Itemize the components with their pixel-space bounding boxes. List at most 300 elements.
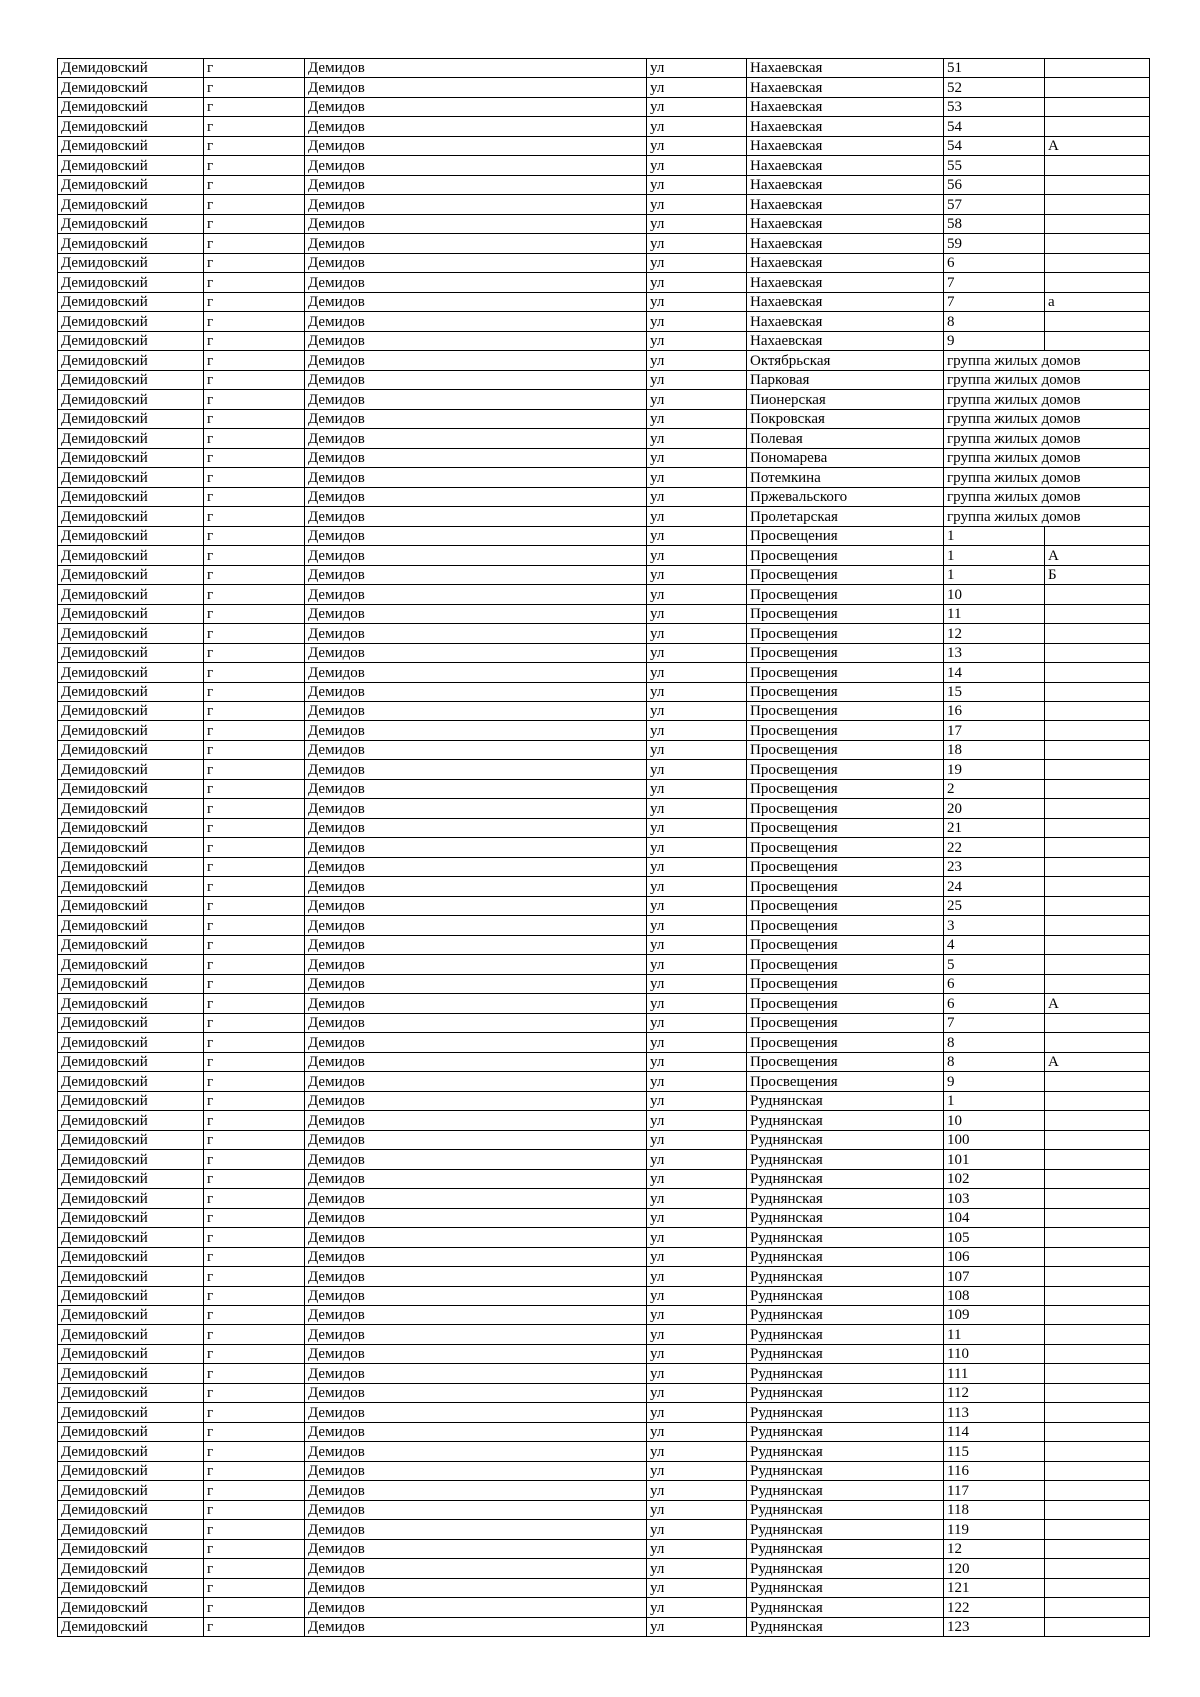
settlement-type-cell: г [204,1091,305,1110]
settlement-type-cell: г [204,1617,305,1636]
district-cell: Демидовский [58,487,204,506]
district-cell: Демидовский [58,682,204,701]
street-cell: Просвещения [747,585,944,604]
settlement-type-cell: г [204,877,305,896]
street-cell: Нахаевская [747,97,944,116]
table-row [58,1325,1150,1344]
street-cell: Нахаевская [747,117,944,136]
house-number-cell: 23 [944,857,1045,876]
settlement-cell: Демидов [305,1033,647,1052]
street-cell: Просвещения [747,565,944,584]
house-number-cell: 1 [944,1091,1045,1110]
settlement-type-cell: г [204,799,305,818]
settlement-type-cell: г [204,1013,305,1032]
settlement-type-cell: г [204,1052,305,1071]
street-type-cell: ул [647,1228,747,1247]
settlement-cell: Демидов [305,1306,647,1325]
street-type-cell: ул [647,175,747,194]
street-type-cell: ул [647,331,747,350]
settlement-type-cell: г [204,156,305,175]
building-letter-cell [1045,1091,1150,1110]
settlement-type-cell: г [204,565,305,584]
settlement-cell: Демидов [305,585,647,604]
settlement-cell: Демидов [305,877,647,896]
street-cell: Руднянская [747,1500,944,1519]
street-cell: Просвещения [747,916,944,935]
house-number-cell: 1 [944,546,1045,565]
house-number-cell: 103 [944,1189,1045,1208]
table-row [58,760,1150,779]
building-letter-cell [1045,585,1150,604]
street-cell: Пономарева [747,448,944,467]
building-letter-cell [1045,857,1150,876]
district-cell: Демидовский [58,409,204,428]
street-type-cell: ул [647,1539,747,1558]
settlement-type-cell: г [204,273,305,292]
settlement-cell: Демидов [305,351,647,370]
street-type-cell: ул [647,546,747,565]
house-number-cell: 116 [944,1461,1045,1480]
street-type-cell: ул [647,663,747,682]
house-number-cell: 19 [944,760,1045,779]
settlement-cell: Демидов [305,1247,647,1266]
settlement-cell: Демидов [305,1286,647,1305]
table-row [58,857,1150,876]
settlement-cell: Демидов [305,59,647,78]
settlement-type-cell: г [204,175,305,194]
street-type-cell: ул [647,97,747,116]
settlement-cell: Демидов [305,370,647,389]
building-letter-cell [1045,1442,1150,1461]
building-letter-cell [1045,331,1150,350]
settlement-cell: Демидов [305,1091,647,1110]
table-row [58,1422,1150,1441]
house-number-cell: 7 [944,292,1045,311]
street-cell: Просвещения [747,1072,944,1091]
street-type-cell: ул [647,429,747,448]
settlement-type-cell: г [204,97,305,116]
street-cell: Нахаевская [747,156,944,175]
street-type-cell: ул [647,1422,747,1441]
district-cell: Демидовский [58,273,204,292]
settlement-cell: Демидов [305,701,647,720]
settlement-cell: Демидов [305,331,647,350]
street-cell: Руднянская [747,1539,944,1558]
building-letter-cell [1045,1383,1150,1402]
building-letter-cell [1045,1539,1150,1558]
table-row [58,214,1150,233]
settlement-cell: Демидов [305,487,647,506]
street-cell: Пржевальского [747,487,944,506]
house-number-cell: 17 [944,721,1045,740]
street-type-cell: ул [647,740,747,759]
table-row [58,1189,1150,1208]
street-type-cell: ул [647,1208,747,1227]
district-cell: Демидовский [58,370,204,389]
settlement-cell: Демидов [305,409,647,428]
settlement-type-cell: г [204,818,305,837]
street-type-cell: ул [647,136,747,155]
street-type-cell: ул [647,974,747,993]
building-letter-cell [1045,1500,1150,1519]
street-type-cell: ул [647,565,747,584]
house-number-cell: 53 [944,97,1045,116]
settlement-cell: Демидов [305,721,647,740]
settlement-cell: Демидов [305,1559,647,1578]
house-number-cell: группа жилых домов [944,370,1150,389]
street-cell: Просвещения [747,1033,944,1052]
building-letter-cell [1045,59,1150,78]
address-table-body [58,59,1150,1637]
house-number-cell: 22 [944,838,1045,857]
house-number-cell: 6 [944,253,1045,272]
table-row [58,1247,1150,1266]
table-row [58,156,1150,175]
table-row [58,312,1150,331]
house-number-cell: группа жилых домов [944,448,1150,467]
settlement-cell: Демидов [305,234,647,253]
house-number-cell: 107 [944,1267,1045,1286]
settlement-type-cell: г [204,429,305,448]
building-letter-cell [1045,955,1150,974]
house-number-cell: 11 [944,604,1045,623]
street-cell: Просвещения [747,624,944,643]
street-cell: Просвещения [747,721,944,740]
table-row [58,877,1150,896]
table-row [58,838,1150,857]
street-cell: Руднянская [747,1598,944,1617]
street-type-cell: ул [647,312,747,331]
building-letter-cell [1045,1364,1150,1383]
street-type-cell: ул [647,799,747,818]
district-cell: Демидовский [58,546,204,565]
street-cell: Руднянская [747,1559,944,1578]
settlement-cell: Демидов [305,136,647,155]
table-row [58,1578,1150,1597]
building-letter-cell [1045,1461,1150,1480]
settlement-type-cell: г [204,1033,305,1052]
house-number-cell: 100 [944,1130,1045,1149]
street-type-cell: ул [647,1033,747,1052]
settlement-type-cell: г [204,1169,305,1188]
table-row [58,604,1150,623]
street-type-cell: ул [647,1403,747,1422]
table-row [58,195,1150,214]
house-number-cell: 7 [944,273,1045,292]
house-number-cell: 1 [944,565,1045,584]
table-row [58,1169,1150,1188]
settlement-type-cell: г [204,955,305,974]
settlement-type-cell: г [204,526,305,545]
district-cell: Демидовский [58,1344,204,1363]
house-number-cell: 20 [944,799,1045,818]
settlement-type-cell: г [204,234,305,253]
house-number-cell: 113 [944,1403,1045,1422]
street-type-cell: ул [647,1286,747,1305]
settlement-cell: Демидов [305,156,647,175]
house-number-cell: группа жилых домов [944,390,1150,409]
settlement-cell: Демидов [305,1150,647,1169]
district-cell: Демидовский [58,195,204,214]
street-cell: Просвещения [747,838,944,857]
house-number-cell: 104 [944,1208,1045,1227]
house-number-cell: 4 [944,935,1045,954]
settlement-cell: Демидов [305,1481,647,1500]
building-letter-cell [1045,253,1150,272]
house-number-cell: группа жилых домов [944,468,1150,487]
table-row [58,175,1150,194]
district-cell: Демидовский [58,1617,204,1636]
street-cell: Просвещения [747,682,944,701]
building-letter-cell [1045,1033,1150,1052]
street-cell: Руднянская [747,1461,944,1480]
settlement-type-cell: г [204,1364,305,1383]
building-letter-cell [1045,97,1150,116]
settlement-type-cell: г [204,1072,305,1091]
building-letter-cell: А [1045,136,1150,155]
house-number-cell: 52 [944,78,1045,97]
district-cell: Демидовский [58,214,204,233]
house-number-cell: группа жилых домов [944,409,1150,428]
settlement-type-cell: г [204,136,305,155]
house-number-cell: 114 [944,1422,1045,1441]
house-number-cell: 118 [944,1500,1045,1519]
street-type-cell: ул [647,818,747,837]
table-row [58,721,1150,740]
table-row [58,974,1150,993]
street-cell: Просвещения [747,526,944,545]
settlement-type-cell: г [204,1403,305,1422]
district-cell: Демидовский [58,526,204,545]
settlement-cell: Демидов [305,1578,647,1597]
district-cell: Демидовский [58,877,204,896]
street-type-cell: ул [647,468,747,487]
district-cell: Демидовский [58,156,204,175]
settlement-type-cell: г [204,624,305,643]
street-cell: Руднянская [747,1481,944,1500]
building-letter-cell [1045,1520,1150,1539]
street-cell: Просвещения [747,546,944,565]
table-row [58,1442,1150,1461]
settlement-type-cell: г [204,1150,305,1169]
house-number-cell: 3 [944,916,1045,935]
settlement-type-cell: г [204,1130,305,1149]
settlement-cell: Демидов [305,546,647,565]
settlement-type-cell: г [204,312,305,331]
street-type-cell: ул [647,1578,747,1597]
street-type-cell: ул [647,1559,747,1578]
street-type-cell: ул [647,390,747,409]
settlement-type-cell: г [204,1539,305,1558]
table-row [58,916,1150,935]
district-cell: Демидовский [58,1072,204,1091]
district-cell: Демидовский [58,721,204,740]
street-type-cell: ул [647,1091,747,1110]
district-cell: Демидовский [58,799,204,818]
settlement-cell: Демидов [305,390,647,409]
settlement-cell: Демидов [305,799,647,818]
house-number-cell: 56 [944,175,1045,194]
table-row [58,448,1150,467]
settlement-type-cell: г [204,857,305,876]
table-row [58,1520,1150,1539]
district-cell: Демидовский [58,994,204,1013]
district-cell: Демидовский [58,974,204,993]
table-row [58,253,1150,272]
house-number-cell: 106 [944,1247,1045,1266]
table-row [58,1091,1150,1110]
house-number-cell: 11 [944,1325,1045,1344]
settlement-type-cell: г [204,546,305,565]
settlement-type-cell: г [204,1344,305,1363]
street-type-cell: ул [647,643,747,662]
district-cell: Демидовский [58,857,204,876]
street-type-cell: ул [647,448,747,467]
settlement-cell: Демидов [305,253,647,272]
building-letter-cell [1045,1598,1150,1617]
building-letter-cell: А [1045,546,1150,565]
building-letter-cell [1045,721,1150,740]
street-type-cell: ул [647,624,747,643]
table-row [58,643,1150,662]
street-cell: Нахаевская [747,273,944,292]
street-cell: Просвещения [747,760,944,779]
district-cell: Демидовский [58,1267,204,1286]
settlement-type-cell: г [204,838,305,857]
settlement-type-cell: г [204,487,305,506]
house-number-cell: 54 [944,136,1045,155]
table-row [58,682,1150,701]
district-cell: Демидовский [58,818,204,837]
street-type-cell: ул [647,1306,747,1325]
street-type-cell: ул [647,779,747,798]
table-row [58,799,1150,818]
district-cell: Демидовский [58,1150,204,1169]
table-row [58,1130,1150,1149]
house-number-cell: группа жилых домов [944,351,1150,370]
street-cell: Октябрьская [747,351,944,370]
street-cell: Руднянская [747,1091,944,1110]
district-cell: Демидовский [58,507,204,526]
table-row [58,565,1150,584]
settlement-cell: Демидов [305,1500,647,1519]
house-number-cell: 57 [944,195,1045,214]
district-cell: Демидовский [58,740,204,759]
settlement-type-cell: г [204,740,305,759]
street-type-cell: ул [647,1617,747,1636]
street-cell: Просвещения [747,955,944,974]
building-letter-cell [1045,1481,1150,1500]
house-number-cell: 123 [944,1617,1045,1636]
street-cell: Просвещения [747,818,944,837]
building-letter-cell [1045,1344,1150,1363]
building-letter-cell [1045,760,1150,779]
district-cell: Демидовский [58,916,204,935]
settlement-type-cell: г [204,117,305,136]
settlement-type-cell: г [204,994,305,1013]
street-cell: Просвещения [747,935,944,954]
district-cell: Демидовский [58,643,204,662]
building-letter-cell [1045,1228,1150,1247]
street-cell: Просвещения [747,779,944,798]
house-number-cell: 10 [944,585,1045,604]
district-cell: Демидовский [58,1559,204,1578]
district-cell: Демидовский [58,604,204,623]
settlement-cell: Демидов [305,994,647,1013]
building-letter-cell [1045,526,1150,545]
district-cell: Демидовский [58,1033,204,1052]
district-cell: Демидовский [58,1520,204,1539]
building-letter-cell [1045,273,1150,292]
settlement-cell: Демидов [305,1520,647,1539]
building-letter-cell [1045,1150,1150,1169]
street-cell: Руднянская [747,1617,944,1636]
settlement-cell: Демидов [305,97,647,116]
building-letter-cell [1045,1286,1150,1305]
table-row [58,1344,1150,1363]
street-cell: Пролетарская [747,507,944,526]
street-type-cell: ул [647,701,747,720]
settlement-type-cell: г [204,1208,305,1227]
settlement-type-cell: г [204,682,305,701]
street-type-cell: ул [647,1130,747,1149]
settlement-cell: Демидов [305,273,647,292]
building-letter-cell [1045,117,1150,136]
street-cell: Просвещения [747,1013,944,1032]
district-cell: Демидовский [58,1286,204,1305]
district-cell: Демидовский [58,97,204,116]
street-type-cell: ул [647,195,747,214]
street-type-cell: ул [647,604,747,623]
house-number-cell: 18 [944,740,1045,759]
district-cell: Демидовский [58,1013,204,1032]
building-letter-cell [1045,974,1150,993]
street-cell: Руднянская [747,1578,944,1597]
street-cell: Руднянская [747,1267,944,1286]
house-number-cell: 7 [944,1013,1045,1032]
settlement-cell: Демидов [305,175,647,194]
table-row [58,1013,1150,1032]
table-row [58,487,1150,506]
building-letter-cell [1045,1267,1150,1286]
settlement-cell: Демидов [305,1344,647,1363]
settlement-type-cell: г [204,1461,305,1480]
settlement-cell: Демидов [305,1130,647,1149]
table-row [58,1072,1150,1091]
street-cell: Руднянская [747,1111,944,1130]
table-row [58,78,1150,97]
building-letter-cell [1045,896,1150,915]
settlement-cell: Демидов [305,565,647,584]
settlement-type-cell: г [204,1189,305,1208]
house-number-cell: 8 [944,312,1045,331]
table-row [58,624,1150,643]
house-number-cell: 14 [944,663,1045,682]
table-row [58,59,1150,78]
street-type-cell: ул [647,916,747,935]
street-cell: Потемкина [747,468,944,487]
street-cell: Просвещения [747,663,944,682]
street-cell: Нахаевская [747,78,944,97]
settlement-cell: Демидов [305,838,647,857]
district-cell: Демидовский [58,701,204,720]
settlement-type-cell: г [204,1442,305,1461]
street-type-cell: ул [647,1598,747,1617]
street-type-cell: ул [647,994,747,1013]
table-row [58,234,1150,253]
district-cell: Демидовский [58,234,204,253]
settlement-cell: Демидов [305,292,647,311]
